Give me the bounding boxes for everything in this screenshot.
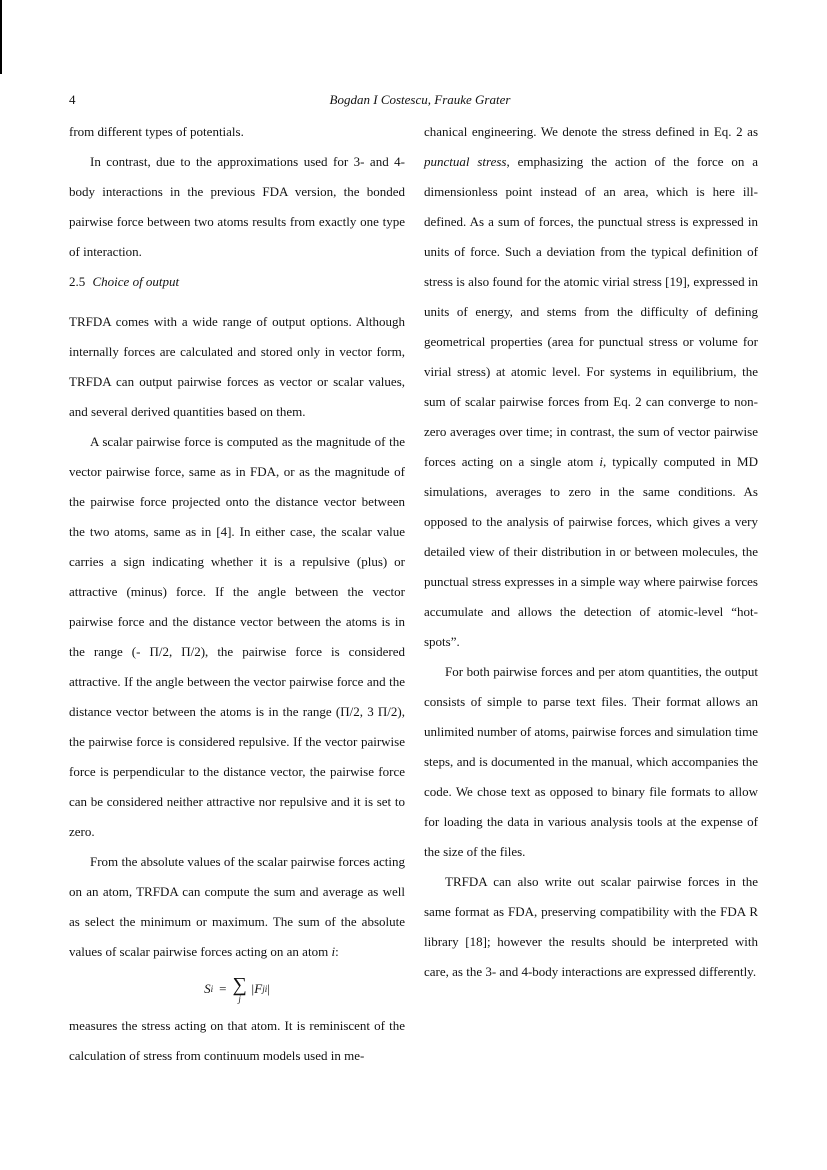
page-number: 4 [69, 92, 76, 107]
paragraph-text: , typically computed in MD simulations, averages to zero in the same conditions. As opposed to the analysis of pairwise forces, which gives a very detailed view of their distribution in or between molecules, the punctual stress expresses in a simple way where pairwise forces accumulate and allows the detection of atomic-level “hot-spots”. [424, 454, 759, 649]
summation [232, 975, 246, 1004]
math-variable: i [331, 944, 336, 959]
right-column [424, 117, 758, 987]
section-title: Choice of output [92, 274, 180, 289]
paragraph-text: : [335, 944, 339, 959]
sigma-symbol: ∑ [232, 973, 247, 996]
paragraph: TRFDA comes with a wide range of output options. Although internally forces are calculated and stored only in vector form, TRFDA can output pairwise forces as vector or scalar values, and several derived quantities based on them. [69, 314, 405, 419]
running-head-authors: Bogdan I Costescu, Frauke Grater [329, 92, 511, 107]
equation-rhs-subscript: ji [262, 984, 268, 994]
equation-rhs-close: | [267, 981, 270, 996]
left-column [69, 117, 405, 1071]
equation-lhs: S [204, 981, 211, 996]
paragraph-text: chanical engineering. We denote the stress defined in Eq. 2 as [424, 124, 758, 139]
defined-term: punctual stress [424, 154, 507, 169]
paragraph: from different types of potentials. [69, 124, 244, 139]
paragraph: In contrast, due to the approximations used for 3- and 4-body interactions in the previous FDA version, the bonded pairwise force between two atoms results from exactly one type of interaction. [69, 154, 405, 259]
equation-2 [69, 967, 405, 1011]
paragraph: TRFDA can also write out scalar pairwise forces in the same format as FDA, preserving compatibility with the FDA R library [18]; however the results should be interpreted with care, as the 3- and 4-body interactions are expressed differently. [424, 874, 758, 979]
summation-index: j [238, 993, 241, 1004]
paragraph: measures the stress acting on that atom. It is reminiscent of the calculation of stress from continuum models used in me- [69, 1018, 405, 1063]
equals-sign: = [219, 981, 227, 996]
paragraph: For both pairwise forces and per atom quantities, the output consists of simple to parse text files. Their format allows an unlimited number of atoms, pairwise forces and simulation time steps, and is documented in the manual, which accompanies the code. We chose text as opposed to binary file formats to allow for loading the data in various analysis tools at the expense of the size of the files. [424, 664, 758, 859]
paragraph [69, 847, 405, 967]
section-number: 2.5 [69, 274, 86, 289]
math-variable: i [599, 454, 603, 469]
paragraph-text: From the absolute values of the scalar pairwise forces acting on an atom, TRFDA can compute the sum and average as well as select the minimum or maximum. The sum of the absolute values of scalar pairwise forces acting on an atom [69, 854, 405, 959]
paragraph [424, 117, 758, 657]
crop-mark [0, 0, 2, 74]
paragraph: A scalar pairwise force is computed as the magnitude of the vector pairwise force, same as in FDA, or as the magnitude of the pairwise force projected onto the distance vector between the two atoms, same as in [4]. In either case, the scalar value carries a sign indicating whether it is a repulsive (plus) or attractive (minus) force. If the angle between the vector pairwise force and the distance vector between the atoms is in the range (- Π/2, Π/2), the pairwise force is considered attractive. If the angle between the vector pairwise force and the distance vector between the atoms is in the range (Π/2, 3 Π/2), the pairwise force is considered repulsive. If the vector pairwise force is perpendicular to the distance vector, the pairwise force can be considered neither attractive nor repulsive and it is set to zero. [69, 434, 405, 839]
equation-lhs-subscript: i [210, 984, 214, 994]
section-heading [69, 267, 405, 307]
paragraph-text: , emphasizing the action of the force on a dimensionless point instead of an area, which is here ill-defined. As a sum of forces, the punctual stress is expressed in units of force. Such a deviation from the typical definition of stress is also found for the atomic virial stress [19], expressed in units of energy, and stems from the difficulty of defining geometrical properties (area for punctual stress or volume for virial stress) at atomic level. For systems in equilibrium, the sum of scalar pairwise forces from Eq. 2 can converge to non-zero averages over time; in contrast, the sum of vector pairwise forces acting on a single atom [424, 154, 758, 469]
equation-rhs: |F [250, 981, 263, 996]
